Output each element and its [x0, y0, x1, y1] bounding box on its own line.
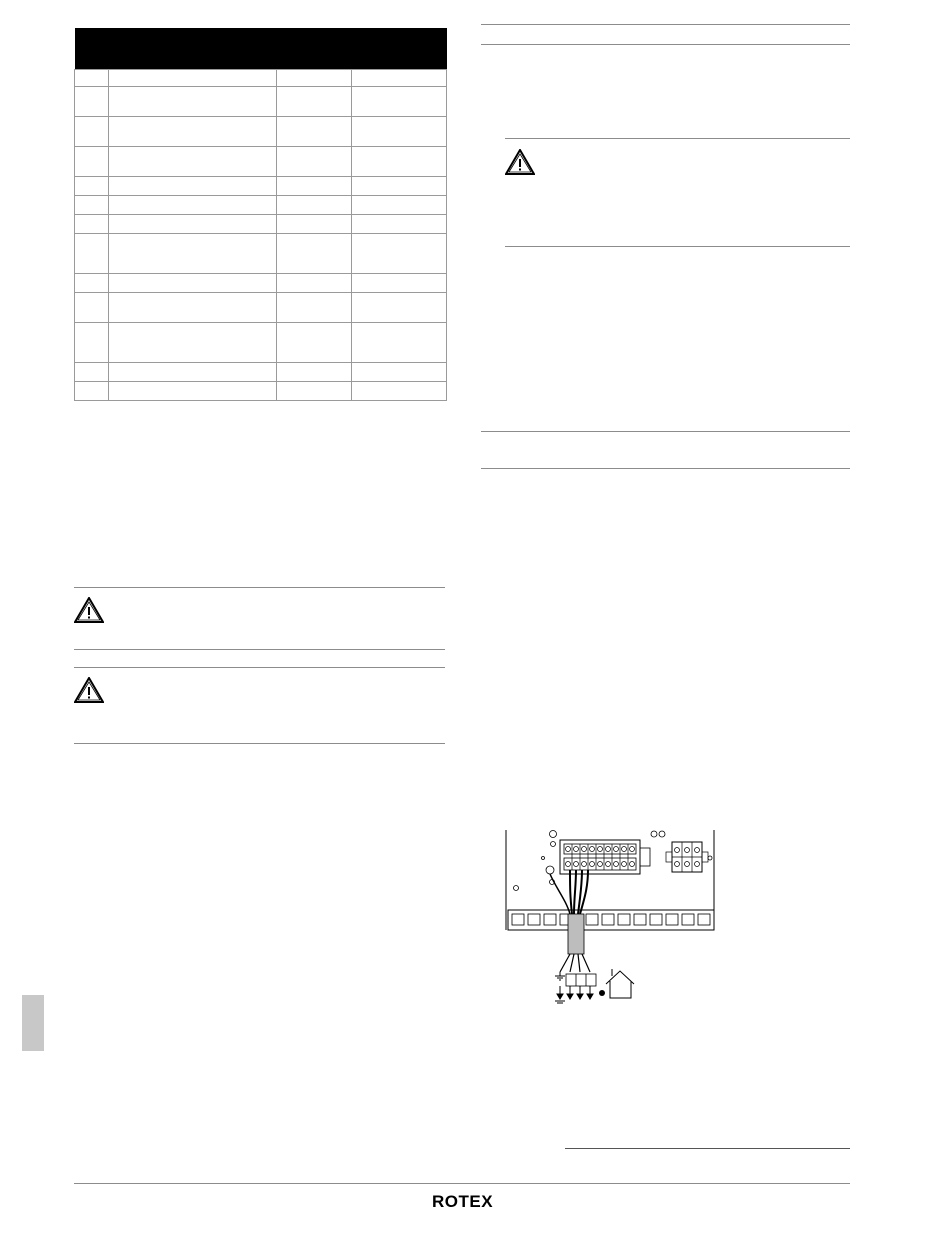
table-cell [75, 382, 109, 401]
section-divider [481, 44, 850, 45]
table-cell [75, 177, 109, 196]
table-cell [109, 382, 277, 401]
table-cell [352, 215, 447, 234]
table-header-cell [109, 28, 447, 70]
table-row [75, 117, 447, 147]
table-cell [109, 274, 277, 293]
rotex-logo: ROTEX [432, 1192, 494, 1211]
table-cell [109, 70, 277, 87]
warning-box-top [505, 138, 850, 139]
chapter-tab [22, 995, 44, 1051]
table-cell [277, 70, 352, 87]
table-cell [75, 147, 109, 177]
section-divider [74, 743, 445, 744]
table-cell [352, 147, 447, 177]
table-cell [277, 323, 352, 363]
table-row [75, 215, 447, 234]
table-row [75, 70, 447, 87]
table-cell [277, 363, 352, 382]
table-cell [277, 117, 352, 147]
table-cell [109, 363, 277, 382]
table-cell [109, 215, 277, 234]
table-cell [75, 117, 109, 147]
table-cell [352, 117, 447, 147]
table-cell [277, 234, 352, 274]
table-row [75, 177, 447, 196]
table-cell [75, 274, 109, 293]
table-row [75, 87, 447, 117]
table-cell [352, 177, 447, 196]
table-cell [352, 274, 447, 293]
table-cell [109, 87, 277, 117]
table-cell [109, 196, 277, 215]
table-cell [352, 363, 447, 382]
table-cell [75, 363, 109, 382]
table-row [75, 196, 447, 215]
table-cell [352, 234, 447, 274]
table-cell [75, 323, 109, 363]
table-row [75, 323, 447, 363]
table-cell [352, 382, 447, 401]
table-cell [277, 147, 352, 177]
table-cell [277, 293, 352, 323]
table-row [75, 382, 447, 401]
footnote-divider [565, 1148, 850, 1149]
table-row [75, 363, 447, 382]
table-cell [109, 177, 277, 196]
table-cell [75, 196, 109, 215]
table-cell [352, 293, 447, 323]
table-cell [277, 382, 352, 401]
house-icon [606, 969, 634, 998]
table-cell [277, 274, 352, 293]
warning-triangle-icon [74, 677, 104, 703]
table-cell [277, 196, 352, 215]
wiring-diagram [498, 826, 720, 1006]
warning-triangle-icon [505, 149, 535, 175]
table-row [75, 274, 447, 293]
table-row [75, 293, 447, 323]
warning-box-bottom [505, 246, 850, 247]
table-cell [109, 117, 277, 147]
section-divider [74, 649, 445, 650]
warning-triangle-icon [74, 597, 104, 623]
table-header-cell [75, 28, 109, 70]
section-divider [74, 667, 445, 668]
table-cell [352, 87, 447, 117]
table-cell [75, 234, 109, 274]
table-cell [277, 177, 352, 196]
table-cell [109, 323, 277, 363]
table-cell [75, 70, 109, 87]
table-cell [277, 87, 352, 117]
table-cell [352, 196, 447, 215]
table-cell [277, 215, 352, 234]
section-divider [481, 431, 850, 432]
section-divider [481, 24, 850, 25]
table-cell [352, 323, 447, 363]
table-cell [75, 87, 109, 117]
table-cell [352, 70, 447, 87]
table-row [75, 234, 447, 274]
footer-divider [74, 1183, 850, 1184]
table-row [75, 147, 447, 177]
table-cell [75, 215, 109, 234]
table-cell [109, 234, 277, 274]
table-cell [109, 293, 277, 323]
data-table [74, 28, 447, 401]
table-cell [75, 293, 109, 323]
section-divider [481, 468, 850, 469]
table-header [75, 28, 447, 70]
table-cell [109, 147, 277, 177]
section-divider [74, 587, 445, 588]
